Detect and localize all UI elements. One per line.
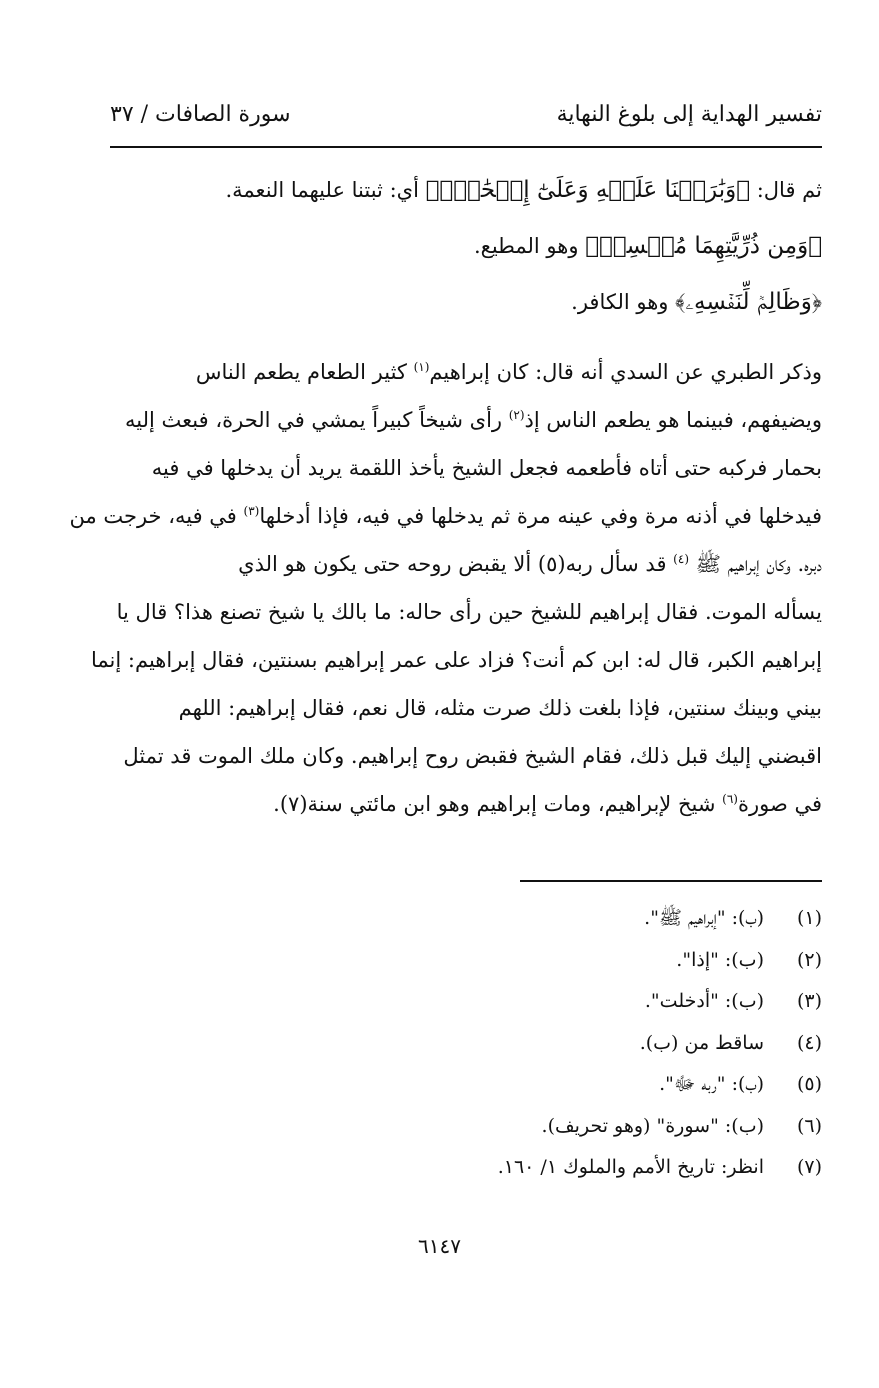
line-text: فيدخلها في أذنه مرة وفي عينه مرة ثم يدخلها في فيه، فإذا أدخلها [259,504,822,528]
main-text [69,162,822,828]
footnote-text: (ب): "إبراهيم ﷺ". [644,907,764,929]
paragraph-line [110,732,822,780]
paragraph-line [110,588,822,636]
paragraph-line [91,636,822,684]
footnote-number: (٧) [796,1156,822,1178]
book-title: تفسير الهداية إلى بلوغ النهاية [556,102,822,127]
line-text: بيني وبينك سنتين، فإذا بلغت ذلك صرت مثله، قال نعم، فقال إبراهيم: اللهم [178,696,822,720]
paragraph-line [69,492,822,540]
footnote-text: ساقط من (ب). [639,1031,764,1054]
verse-commentary: أي: ثبتنا عليهما النعمة. [225,178,426,202]
quran-verse: ﴿وَبَٰرَكۡنَا عَلَيۡهِ وَعَلَىٰٓ إِسۡحَٰقَۚ﴾ [425,177,751,203]
footnote-number: (١) [796,907,822,929]
footnote-item [110,1023,822,1065]
footnote-text: انظر: تاريخ الأمم والملوك ١/ ١٦٠. [497,1156,764,1178]
line-text: يسأله الموت. فقال إبراهيم للشيخ حين رأى حاله: ما بالك يا شيخ تصنع هذا؟ قال يا [116,600,822,624]
line-text: شيخ لإبراهيم، ومات إبراهيم وهو ابن مائتي سنة(٧). [273,792,723,816]
surah-label: سورة الصافات / ٣٧ [110,102,291,127]
header-divider [110,146,822,148]
footnote-ref: (٤) [673,552,689,566]
running-header [110,102,822,142]
line-text: في صورة [737,792,822,816]
footnote-number: (٥) [796,1073,822,1095]
line-text: دبره. وكان إبراهيم ﷺ [689,552,822,576]
paragraph-line [110,684,822,732]
line-text: في فيه، خرجت من [69,504,244,528]
verse-line [110,162,822,218]
paragraph-gap [110,330,822,348]
footnote-text: (ب): "إذا". [676,948,764,971]
paragraph-line [110,396,822,444]
footnote-item [110,940,822,982]
quran-verse: ﴿وَظَالِمٞ لِّنَفۡسِهِۦ﴾ [675,289,822,315]
footnote-item [110,898,822,940]
page-number: ٦١٤٧ [418,1234,461,1258]
footnote-number: (٢) [796,948,822,971]
footnote-divider [520,880,822,882]
footnote-ref: (٦) [722,792,738,806]
footnote-ref: (٢) [508,408,525,422]
line-text: ويضيفهم، فبينما هو يطعم الناس إذ [524,408,822,432]
footnote-number: (٤) [796,1031,822,1054]
footnote-ref: (١) [413,360,430,374]
footnote-number: (٣) [796,990,822,1012]
line-text: رأى شيخاً كبيراً يمشي في الحرة، فبعث إليه [125,408,509,432]
paragraph-line [110,348,822,396]
verse-line [110,218,822,274]
footnote-number: (٦) [796,1114,822,1137]
footnotes [110,898,822,1189]
line-text: إبراهيم الكبر، قال له: ابن كم أنت؟ فزاد على عمر إبراهيم بسنتين، فقال إبراهيم: إنما [91,648,822,672]
paragraph-line [110,540,822,588]
footnote-item [110,1147,822,1189]
verse-commentary: وهو المطيع. [473,234,586,258]
line-text: وذكر الطبري عن السدي أنه قال: كان إبراهيم [429,360,822,384]
footnote-text: (ب): "سورة" (وهو تحريف). [541,1114,764,1137]
verse-commentary: وهو الكافر. [571,290,676,314]
paragraph-line [110,444,822,492]
footnote-ref: (٣) [243,504,260,518]
footnote-item [110,981,822,1023]
paragraph-line [110,780,822,828]
line-text: اقبضني إليك قبل ذلك، فقام الشيخ فقبض روح إبراهيم. وكان ملك الموت قد تمثل [123,744,822,768]
line-text: كثير الطعام يطعم الناس [195,360,414,384]
footnote-item [110,1064,822,1106]
quran-verse: ﴿وَمِن ذُرِّيَّتِهِمَا مُحۡسِنٞ﴾ [585,233,822,259]
verse-line [110,274,822,330]
footnote-text: (ب): "أدخلت". [644,990,764,1012]
footnote-item [110,1106,822,1148]
footnote-text: (ب): "ربه ﷻ". [659,1073,764,1095]
line-text: قد سأل ربه(٥) ألا يقبض روحه حتى يكون هو الذي [238,552,674,576]
line-text: بحمار فركبه حتى أتاه فأطعمه فجعل الشيخ يأخذ اللقمة يريد أن يدخلها في فيه [151,456,822,480]
verse-intro: ثم قال: [750,178,822,202]
